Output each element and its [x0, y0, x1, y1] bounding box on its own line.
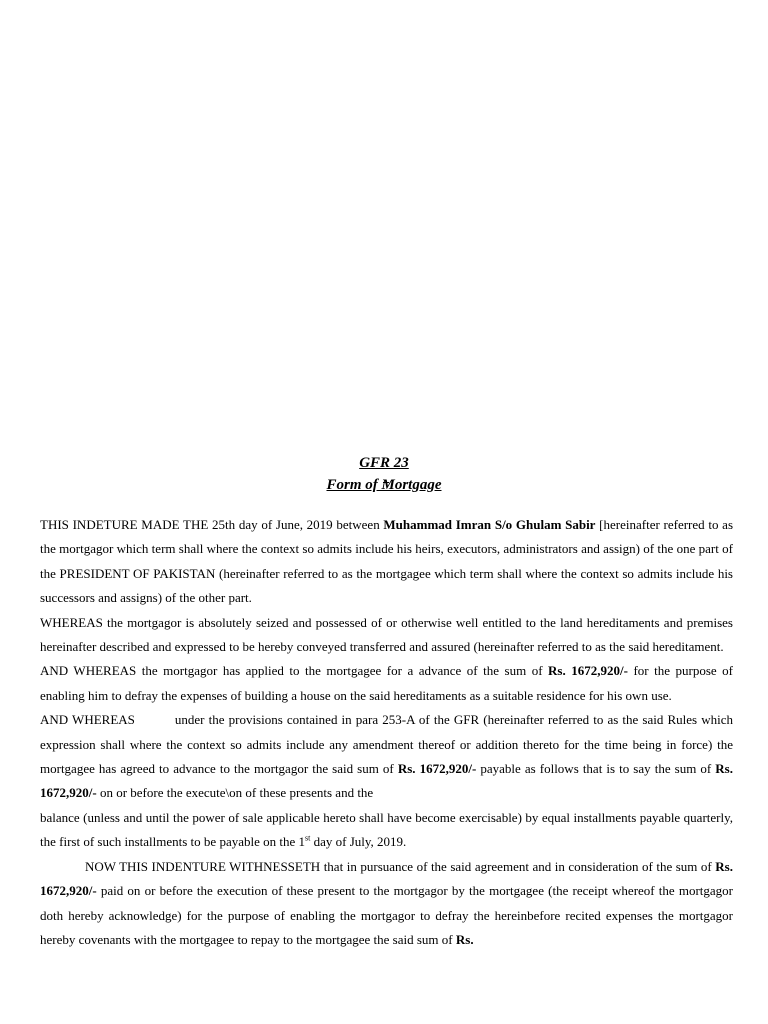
paragraph-whereas: WHEREAS the mortgagor is absolutely seized and possessed of or otherwise well entitled to the land hereditaments and premises hereinafter described and expressed to be hereby conveyed transferred and assured (hereinafter referred to as the said hereditament. [40, 614, 733, 655]
p3-text-a: AND WHEREAS the mortgagor has applied to the mortgagee for a advance of the sum of [40, 663, 549, 679]
advance-amount: Rs. 1672,920/- [397, 761, 477, 777]
advance-amount: Rs. 1672,920/- [40, 761, 733, 801]
p6-text-b: paid on or before the execution of these present to the mortgagor by the mortgagee (the receipt whereof the mortgagor doth hereby acknowledge) for the purpose of enabling the mortgagor to defray the hereinbefore recited expenses the mortgagor hereby covenants with the mortgagee to repay to the mortgagee the said sum of [40, 883, 733, 947]
advance-amount: Rs. 1672,920/- [40, 858, 733, 899]
paragraph-balance [40, 806, 733, 855]
document-body [40, 513, 733, 952]
p4-lead: AND WHEREAS [40, 712, 135, 728]
ordinal-superscript: st [305, 833, 311, 843]
p6-tail: Rs. [455, 931, 474, 947]
p5-text-b: day of July, 2019. [310, 834, 407, 850]
p4-text-b: payable as follows that is to say the sum of [476, 761, 716, 777]
paragraph-indenture [40, 513, 733, 611]
p1-text-b: [hereinafter referred to as the mortgagor which term shall where the context so admits include his heirs, executors, administrators and assign) of the one part of the PRESIDENT OF PAKISTAN (hereinafter referred to as the mortgagee which term shall where the context so admits include his successors and assigns) of the other part. [40, 517, 734, 606]
paragraph-and-whereas-rules [40, 708, 733, 806]
p5-text-a: balance (unless and until the power of sale applicable hereto shall have become exercisable) by equal installments payable quarterly, the first of such installments to be payable on the 1 [40, 809, 733, 850]
p4-text-a: under the provisions contained in para 253-A of the GFR (hereinafter referred to as the said Rules which expression shall where the context so admits include any amendment thereof or addition thereto for the time being in force) the mortgagee has agreed to advance to the mortgagor the said sum of [40, 712, 734, 777]
form-code-heading: GFR 23 [359, 455, 409, 471]
p3-text-b: for the purpose of enabling him to defray the expenses of building a house on the said hereditaments as a suitable residence for his own use. [40, 663, 734, 703]
paragraph-now-this-indenture [40, 855, 733, 953]
mortgagor-name: Muhammad Imran S/o Ghulam Sabir [383, 517, 596, 532]
p6-text-a: NOW THIS INDENTURE WITHNESSETH that in pursuance of the said agreement and in consideration of the sum of [85, 858, 716, 874]
p4-text-c: on or before the execute\on of these presents and the [96, 785, 374, 801]
advance-amount: Rs. 1672,920/- [548, 663, 628, 679]
paragraph-and-whereas-advance [40, 659, 733, 708]
p1-text-a: THIS INDETURE MADE THE 25th day of June, 2019 between [40, 517, 384, 532]
form-title-heading: Form of Mortgage [326, 477, 442, 493]
